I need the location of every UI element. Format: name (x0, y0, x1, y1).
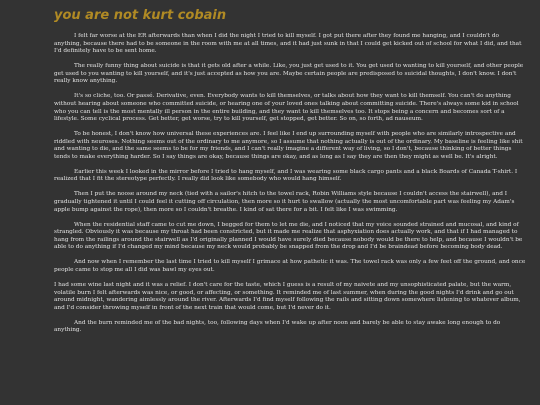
post-paragraph: I had some wine last night and it was a relief. I don't care for the taste, which I guess is a result of my naivete and my unsophisticated palate, but the warm, volatile burn I felt afterwards was nice, or good, or affecting, or something. It reminded me of last summer, when during the good nights I'd drink and go out around midnight, wandering aimlessly around the river. Afterwards I'd find myself following the rails and sitting down somewhere listening to whatever album, and I'd consider throwing myself in front of the next train that would come, but I'd never do it. (54, 281, 521, 311)
post-paragraph: Earlier this week I looked in the mirror before I tried to hang myself, and I was wearing some black cargo pants and a black Boards of Canada T-shirt. I realized that I fit the stereotype perfectly. I really did look like somebody who would hang himself. (54, 168, 518, 183)
post-paragraph: And now when I remember the last time I tried to kill myself I grimace at how pathetic it was. The towel rack was only a few feet off the ground, and once people came to stop me all I did was bawl my eyes out. (54, 259, 526, 273)
post-paragraph: And the burn reminded me of the bad nights, too, following days when I'd wake up after noon and barely be able to stay awake long enough to do anything. (54, 319, 501, 334)
post-paragraph: I felt far worse at the ER afterwards than when I did the night I tried to kill myself. I got put there after they found me hanging, and I couldn't do anything, because there had to be someone in the room with me at all times, and it had just sunk in that I could get kicked out of school for what I did, and that I'd definitely have to be sent home. (54, 33, 522, 55)
post-paragraph: Then I put the noose around my neck (tied with a sailor's hitch to the towel rack, Robin Williams style because I couldn't access the stairwell), and I gradually tightened it until I could feel it cutting off circulation, then more so it hurt to swallow (actually the most uncomfortable part was feeling my Adam's apple bump against the rope), then more so I couldn't breathe. I kind of sat there for a bit. I felt like I was swimming. (54, 191, 515, 213)
post-body (54, 33, 528, 342)
post-paragraph: When the residential staff came to cut me down, I begged for them to let me die, and I noticed that my voice sounded strained and mucosal, and kind of strangled. Obviously it was because my throat had been constricted, but it made me realize that asphyxiation does actually work, and that if I had managed to hang from the railings around the stairwell as I'd originally planned I would have surely died because nobody would be there to help, and because I wouldn't be able to do anything if I'd changed my mind because my neck would probably be snapped from the drop and I'd be braindead before becoming body dead. (54, 221, 523, 251)
post-paragraph: The really funny thing about suicide is that it gets old after a while. Like, you just get used to it. You get used to wanting to kill yourself, and other people get used to you wanting to kill yourself, and it's just accepted as how you are. Maybe certain people are predisposed to suicidal thoughts, I don't know. I don't really know anything. (54, 63, 524, 85)
post-title: you are not kurt cobain (54, 8, 227, 23)
post-paragraph: It's so cliche, too. Or passé. Derivative, even. Everybody wants to kill themselves, or talks about how they want to kill themself. You can't do anything without hearing about someone who committed suicide, or hearing one of your loved ones talking about committing suicide. There's always some kid in school who you can tell is the most mentally ill person in the entire building, and they want to kill themselves too. It stops being a concern and becomes sort of a lifestyle. Some cyclical process. Get better, get worse, try to kill yourself, get stopped, get better. So on, so forth, ad nauseum. (54, 93, 519, 123)
post-paragraph: To be honest, I don't know how universal these experiences are. I feel like I end up surrounding myself with people who are similarly introspective and riddled with neuroses. Nothing seems out of the ordinary to me anymore, so I assume that nothing actually is out of the ordinary. My baseline is feeling like shit and wanting to die, and the same seems to be for my friends, and I can't really imagine a different way of living, so I don't, because thinking of better things tends to make everything harder. So I say things are okay, because things are okay, and as long as I say they are then they might as well be. It's alright. (54, 131, 523, 160)
